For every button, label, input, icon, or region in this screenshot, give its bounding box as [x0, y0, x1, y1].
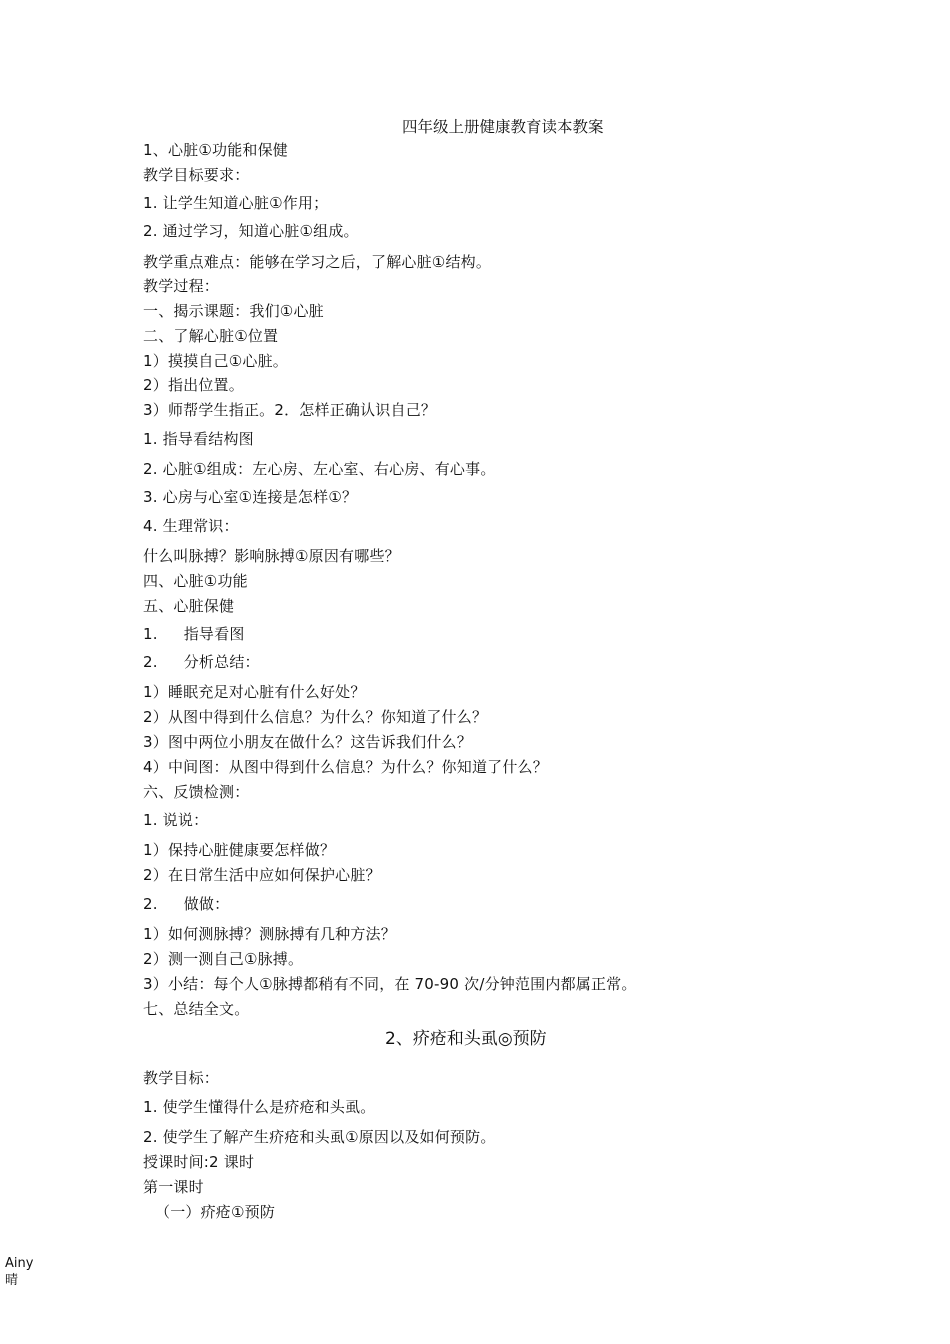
footer-note: 晴 — [5, 1273, 19, 1288]
text-line: 二、了解心脏①位置 — [143, 327, 279, 345]
section-title: 2、疥疮和头虱◎预防 — [385, 1029, 547, 1049]
footer-author: Ainy — [5, 1256, 34, 1271]
text-line: 1）睡眠充足对心脏有什么好处？ — [143, 683, 366, 701]
item-text: 做做： — [183, 895, 230, 913]
text-line: 1. 说说： — [143, 811, 209, 829]
text-line: （一）疥疮①预防 — [155, 1203, 276, 1221]
text-line: 六、反馈检测： — [143, 783, 250, 801]
text-line: 4）中间图：从图中得到什么信息？为什么？你知道了什么？ — [143, 758, 548, 776]
text-line: 1）如何测脉搏？测脉搏有几种方法？ — [143, 925, 396, 943]
text-line: 3）小结：每个人①脉搏都稍有不同，在 70-90 次/分钟范围内都属正常。 — [143, 975, 637, 993]
text-line: 教学过程： — [143, 277, 220, 295]
text-line: 七、总结全文。 — [143, 1000, 250, 1018]
text-line: 教学重点难点：能够在学习之后，了解心脏①结构。 — [143, 253, 492, 271]
text-line: 1. 指导看结构图 — [143, 430, 254, 448]
text-line: 2）从图中得到什么信息？为什么？你知道了什么？ — [143, 708, 488, 726]
text-line: 3）师帮学生指正。2．怎样正确认识自己？ — [143, 401, 437, 419]
numbered-item — [143, 624, 245, 644]
text-line: 2）测一测自己①脉搏。 — [143, 950, 304, 968]
numbered-item — [143, 652, 260, 672]
item-number: 1. — [143, 625, 158, 643]
text-line: 什么叫脉搏？影响脉搏①原因有哪些？ — [143, 547, 400, 565]
text-line: 3）图中两位小朋友在做什么？这告诉我们什么？ — [143, 733, 472, 751]
item-number: 2. — [143, 653, 158, 671]
section-heading: 1、心脏①功能和保健 — [143, 141, 288, 159]
text-line: 一、揭示课题：我们①心脏 — [143, 302, 324, 320]
text-line: 2. 通过学习，知道心脏①组成。 — [143, 222, 359, 240]
text-line: 1. 让学生知道心脏①作用； — [143, 194, 329, 212]
text-line: 4. 生理常识： — [143, 517, 239, 535]
numbered-item — [143, 894, 229, 914]
text-line: 第一课时 — [143, 1178, 204, 1196]
text-line: 四、心脏①功能 — [143, 572, 248, 590]
text-line: 五、心脏保健 — [143, 597, 235, 615]
text-line: 1）保持心脏健康要怎样做？ — [143, 841, 336, 859]
text-line: 2. 心脏①组成：左心房、左心室、右心房、有心事。 — [143, 460, 496, 478]
text-line: 教学目标要求： — [143, 166, 250, 184]
text-line: 2）指出位置。 — [143, 376, 244, 394]
text-line: 2）在日常生活中应如何保护心脏？ — [143, 866, 381, 884]
item-number: 2. — [143, 895, 158, 913]
text-line: 授课时间:2 课时 — [143, 1153, 255, 1171]
item-text: 指导看图 — [183, 625, 245, 643]
item-text: 分析总结： — [183, 653, 260, 671]
text-line: 教学目标： — [143, 1069, 220, 1087]
text-line: 1. 使学生懂得什么是疥疮和头虱。 — [143, 1098, 376, 1116]
text-line: 1）摸摸自己①心脏。 — [143, 352, 288, 370]
text-line: 2. 使学生了解产生疥疮和头虱①原因以及如何预防。 — [143, 1128, 496, 1146]
document-title: 四年级上册健康教育读本教案 — [402, 118, 604, 136]
text-line: 3. 心房与心室①连接是怎样①？ — [143, 488, 358, 506]
